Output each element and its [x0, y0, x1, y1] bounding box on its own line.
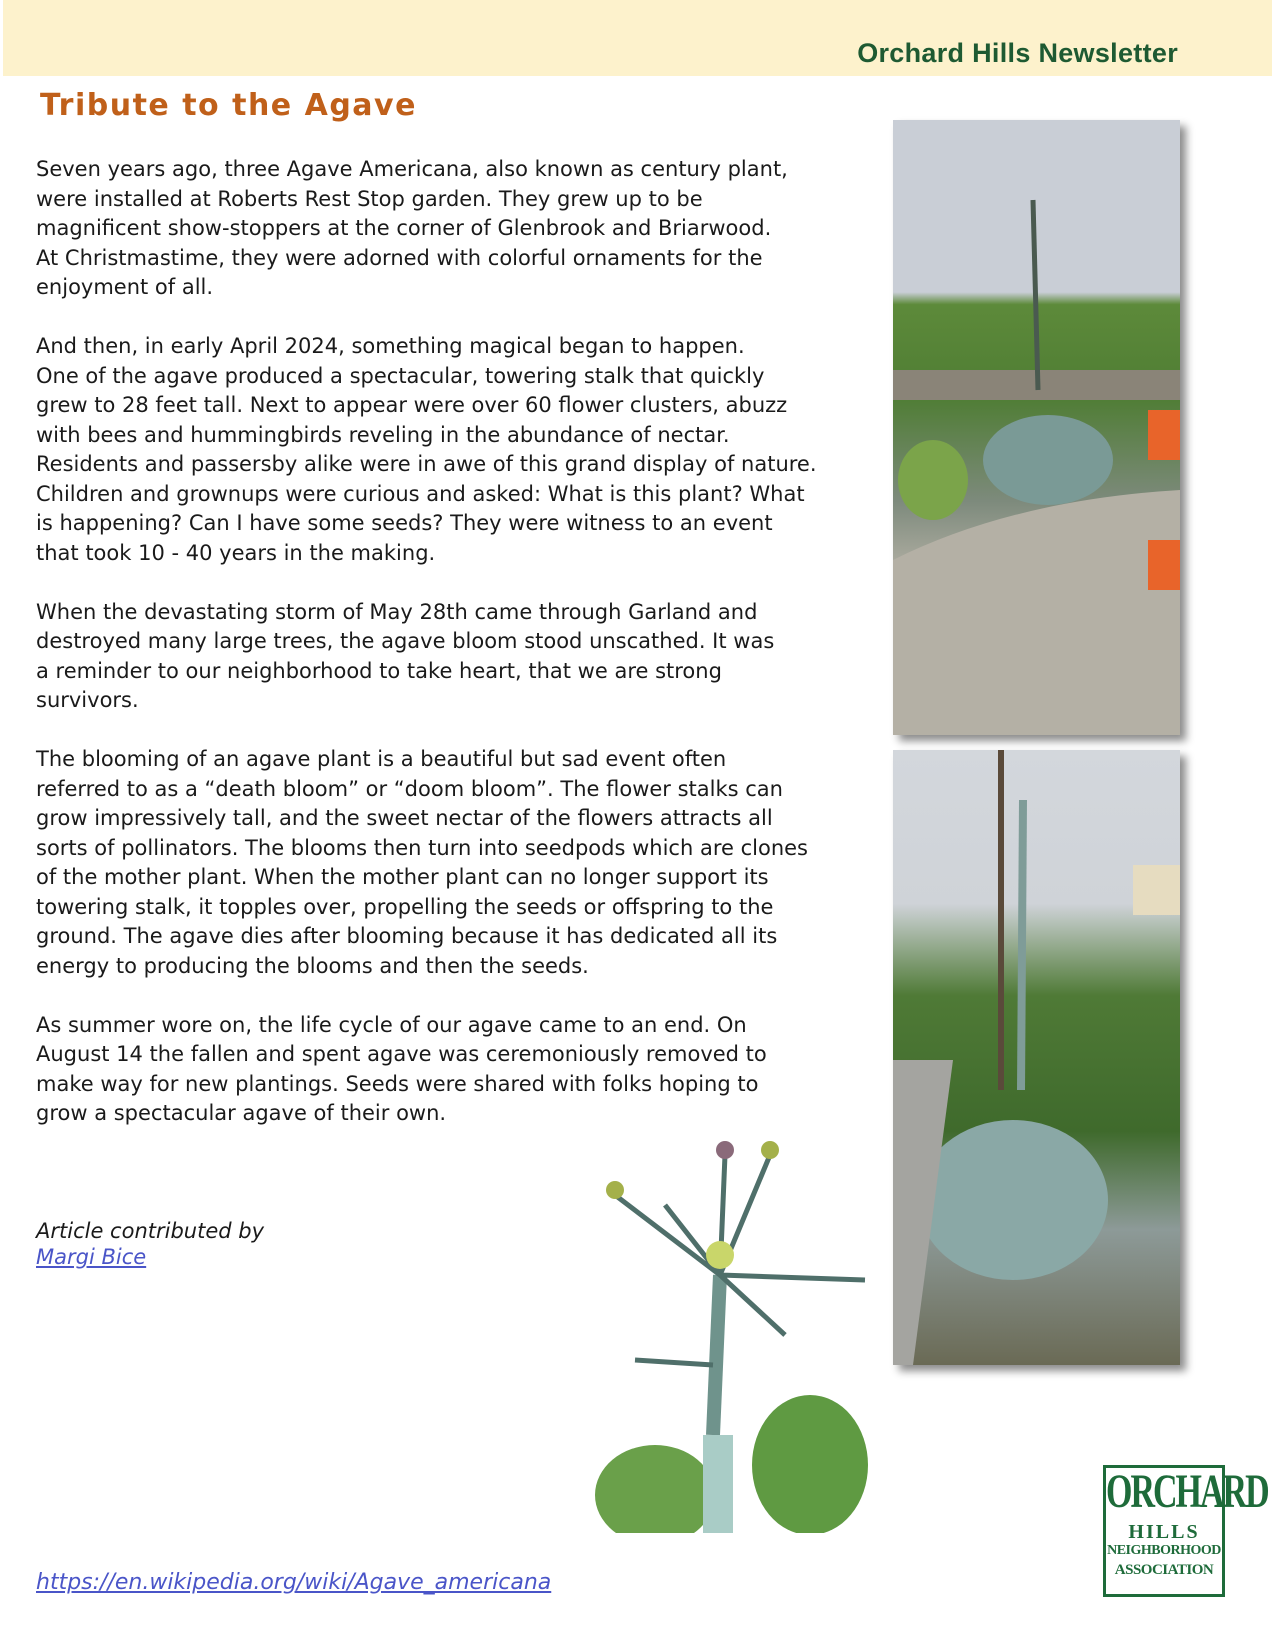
agave-stalk-photo	[893, 120, 1180, 735]
logo-line-3: NEIGHBORHOOD	[1107, 1543, 1221, 1558]
text-line: with bees and hummingbirds reveling in the abundance of nectar.	[36, 422, 730, 447]
text-line: of the mother plant. When the mother plant can no longer support its	[36, 865, 769, 889]
text-line: And then, in early April 2024, something magical began to happen.	[36, 334, 745, 358]
agave-roadside-photo	[893, 750, 1180, 1365]
article-paragraph	[36, 332, 916, 568]
logo-line-2: HILLS	[1128, 1521, 1200, 1543]
text-line: magnificent show-stoppers at the corner of Glenbrook and Briarwood.	[36, 216, 772, 240]
text-line: Children and grownups were curious and asked: What is this plant? What	[36, 481, 805, 506]
text-line: One of the agave produced a spectacular, towering stalk that quickly	[36, 363, 765, 388]
text-line: grow impressively tall, and the sweet nectar of the flowers attracts all	[36, 806, 773, 830]
text-line: sorts of pollinators. The blooms then turn into seedpods which are clones	[36, 835, 808, 860]
text-line: referred to as a “death bloom” or “doom bloom”. The flower stalks can	[36, 776, 783, 801]
wikipedia-link[interactable]: https://en.wikipedia.org/wiki/Agave_americana	[36, 1570, 552, 1595]
text-line: make way for new plantings. Seeds were shared with folks hoping to	[36, 1071, 759, 1096]
logo-line-1: ORCHARD	[1106, 1466, 1268, 1519]
text-line: that took 10 - 40 years in the making.	[36, 540, 436, 565]
logo-line-4: ASSOCIATION	[1114, 1562, 1214, 1578]
author-link[interactable]: Margi Bice	[36, 1245, 147, 1269]
article-title: Tribute to the Agave	[40, 88, 417, 123]
text-line: When the devastating storm of May 28th came through Garland and	[36, 599, 758, 624]
text-line: Seven years ago, three Agave Americana, also known as century plant,	[36, 157, 788, 181]
text-line: The blooming of an agave plant is a beautiful but sad event often	[36, 747, 727, 771]
text-line: a reminder to our neighborhood to take heart, that we are strong	[36, 658, 722, 683]
article-paragraph	[36, 745, 916, 981]
credit-label: Article contributed by	[36, 1219, 265, 1243]
text-line: is happening? Can I have some seeds? They were witness to an event	[36, 511, 773, 535]
text-line: destroyed many large trees, the agave bloom stood unscathed. It was	[36, 629, 775, 653]
text-line: were installed at Roberts Rest Stop garden. They grew up to be	[36, 186, 703, 211]
agave-bloom-photo	[595, 1135, 868, 1533]
text-line: At Christmastime, they were adorned with colorful ornaments for the	[36, 245, 763, 270]
text-line: enjoyment of all.	[36, 275, 214, 299]
text-line: energy to producing the blooms and then the seeds.	[36, 953, 589, 978]
article-body	[36, 155, 916, 1158]
text-line: August 14 the fallen and spent agave was ceremoniously removed to	[36, 1042, 767, 1066]
text-line: grew to 28 feet tall. Next to appear were over 60 flower clusters, abuzz	[36, 393, 788, 417]
newsletter-title: Orchard Hills Newsletter	[857, 38, 1178, 68]
text-line: grow a spectacular agave of their own.	[36, 1101, 447, 1125]
article-paragraph	[36, 1011, 916, 1129]
text-line: As summer wore on, the life cycle of our agave came to an end. On	[36, 1012, 747, 1037]
text-line: towering stalk, it topples over, propelling the seeds or offspring to the	[36, 894, 774, 919]
text-line: survivors.	[36, 688, 139, 712]
orchard-hills-logo	[1103, 1465, 1268, 1597]
header-banner	[3, 0, 1272, 76]
text-line: ground. The agave dies after blooming because it has dedicated all its	[36, 924, 778, 948]
article-credit	[36, 1218, 264, 1270]
article-paragraph	[36, 598, 916, 716]
text-line: Residents and passersby alike were in awe of this grand display of nature.	[36, 452, 817, 476]
article-paragraph	[36, 155, 916, 303]
